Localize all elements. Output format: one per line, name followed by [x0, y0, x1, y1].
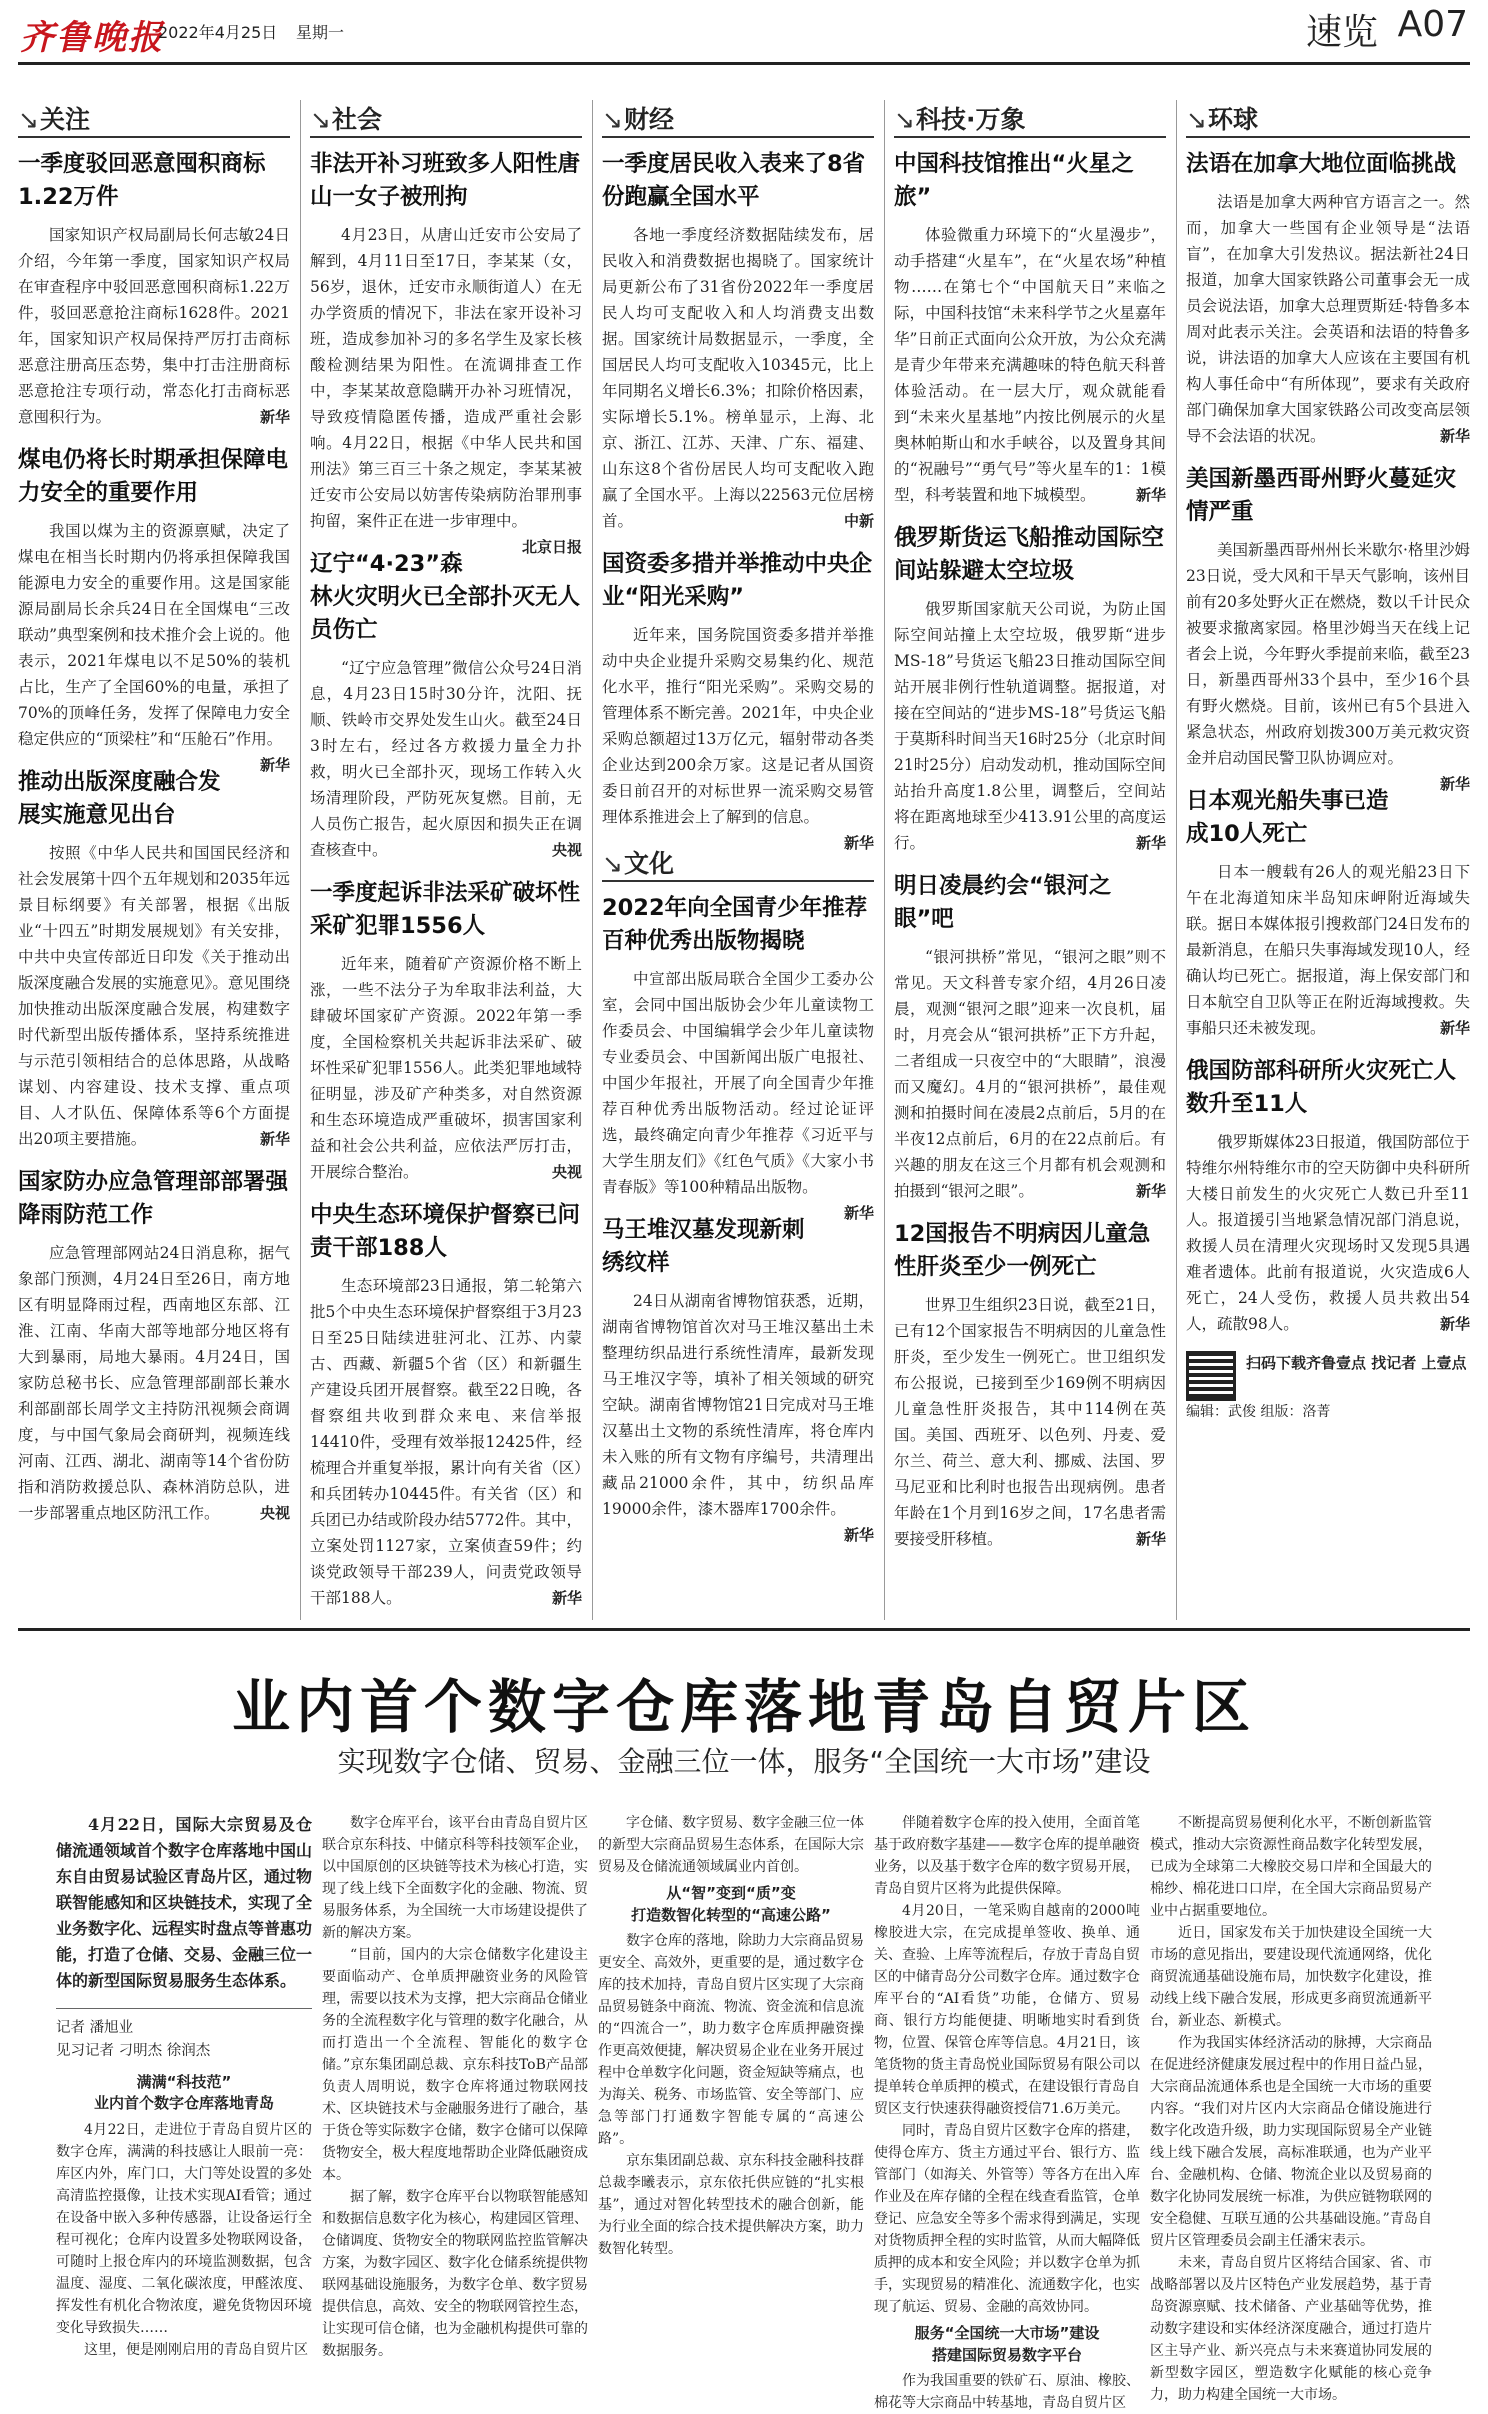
article-title: 一季度居民收入表来了8省份跑赢全国水平	[602, 151, 866, 210]
reporter-byline: 记者 潘旭业 见习记者 刁明杰 徐润杰	[56, 2008, 312, 2063]
article-title: 12国报告不明病因儿童急性肝炎至少一例死亡	[894, 1221, 1151, 1280]
sidebar-body: 4月22日，走进位于青岛自贸片区的数字仓库，满满的科技感让人眼前一亮：库区内外，库门口，大门等处设置的多处高清监控摄像，让技术实现AI看管；通过在设备中嵌入多种传感器，让设备运行全程可视化；仓库内设置多处物联网设备，可随时上报仓库内的环境监测数据，包含温度、湿度、二氧化碳浓度，甲醛浓度、挥发性有机化合物浓度，避免货物因环境变化导致损失……	[56, 2122, 312, 2336]
article-title: 俄罗斯货运飞船推动国际空间站躲避太空垃圾	[894, 525, 1165, 584]
feature-paragraph: “目前，国内的大宗仓储数字化建设主要面临动产、仓单质押融资业务的风险管理，需要以技术为支撑，把大宗商品仓储业务的全流程数字化与管理的数字化融合，从而打造出一个全流程、智能化的数字仓储。”京东集团副总裁、京东科技ToB产品部负责人周明说，数字仓库将通过物联网技术、区块链技术与金融服务进行了融合，基于货仓等实际数字仓储，数字仓储可以保障货物安全，极大程度地帮助企业降低融资成本。	[322, 1947, 588, 2183]
article-source: 新华	[259, 1130, 290, 1148]
arrow-icon: ↘	[602, 105, 623, 134]
article-body: 中宣部出版局联合全国少工委办公室，会同中国出版协会少年儿童读物工作委员会、中国编辑学会少年儿童读物专业委员会、中国新闻出版广电报社、中国少年报社，开展了向全国青少年推荐百种优秀出版物活动。经过论证评选，最终确定向青少年推荐《习近平与大学生朋友们》《红色气质》《大家小书青春版》等100种精品出版物。 新华	[602, 966, 874, 1200]
article	[602, 892, 874, 1222]
feature-column-1	[56, 1812, 312, 2372]
feature-paragraph: 作为我国重要的铁矿石、原油、橡胶、棉花等大宗商品中转基地，青岛自贸片区	[874, 2373, 1140, 2411]
article-source: 新华	[843, 834, 874, 852]
feature-column-2	[322, 1812, 588, 2372]
article-source: 新华	[1439, 427, 1470, 445]
article-body: 体验微重力环境下的“火星漫步”，动手搭建“火星车”，在“火星农场”种植物……在第七个“中国航天日”来临之际，中国科技馆“未来科学节之火星嘉年华”日前正式面向公众开放，为公众充满是青少年带来充满趣味的特色航天科普体验活动。在一层大厅，观众就能看到“未来火星基地”内按比例展示的火星奥林帕斯山和水手峡谷，以及置身其间的“祝融号”“勇气号”等火星车的1：1模型，科考装置和地下城模型。 新华	[894, 222, 1166, 508]
article-body: 各地一季度经济数据陆续发布，居民收入和消费数据也揭晓了。国家统计局更新公布了31省份2022年一季度居民人均可支配收入和人均消费支出数据。国家统计局数据显示，一季度，全国居民人均可支配收入10345元，比上年同期名义增长6.3%；扣除价格因素，实际增长5.1%。榜单显示，上海、北京、浙江、江苏、天津、广东、福建、山东这8个省份居民人均可支配收入跑赢了全国水平。上海以22563元位居榜首。 中新	[602, 222, 874, 534]
feature-headline: 业内首个数字仓库落地青岛自贸片区	[231, 1673, 1256, 1741]
article-title: 国家防办应急管理部部署强降雨防范工作	[18, 1169, 289, 1228]
article	[1186, 148, 1470, 449]
section-header: ↘文化	[602, 844, 874, 882]
column-divider	[592, 100, 593, 1620]
sidebar-kicker: 满满“科技范”	[136, 2073, 232, 2091]
column-divider	[1176, 100, 1177, 1620]
article-body: 俄罗斯媒体23日报道，俄国防部位于特维尔州特维尔市的空天防御中央科研所大楼日前发生的火灾死亡人数已升至11人。报道援引当地紧急情况部门消息说，救援人员在清理火灾现场时又发现5具遇难者遗体。此前有报道说，火灾造成6人死亡，24人受伤，救援人员共救出54人，疏散98人。 新华	[1186, 1129, 1470, 1337]
article	[1186, 785, 1470, 1041]
article	[1186, 1055, 1470, 1337]
article-source: 新华	[1439, 1315, 1470, 1333]
arrow-icon: ↘	[18, 105, 39, 134]
article	[310, 148, 582, 556]
article-source: 新华	[259, 756, 290, 774]
column-divider	[300, 100, 301, 1620]
feature-paragraph: 近日，国家发布关于加快建设全国统一大市场的意见指出，要建设现代流通网络，优化商贸流通基础设施布局，加快数字化建设，推动线上线下融合发展，形成更多商贸流通新平台，新业态、新模式。	[1150, 1925, 1432, 2029]
issue-date: 2022年4月25日	[158, 23, 278, 42]
article-title: 辽宁“4·23”森林火灾明火已全部扑灭无人员伤亡	[310, 551, 581, 643]
article-title: 日本观光船失事已造成10人死亡	[1186, 788, 1389, 847]
article	[894, 870, 1166, 1204]
article-source: 新华	[1135, 1182, 1166, 1200]
section-header: ↘关注	[18, 100, 290, 138]
section-header: ↘社会	[310, 100, 582, 138]
qr-block[interactable]	[1186, 1351, 1470, 1375]
article-body: “辽宁应急管理”微信公众号24日消息，4月23日15时30分许，沈阳、抚顺、铁岭市交界处发生山火。截至24日3时左右，经过各方救援力量全力扑救，明火已全部扑灭，现场工作转入火场清理阶段，严防死灰复燃。目前，无人员伤亡报告，起火原因和损失正在调查核查中。 央视	[310, 655, 582, 863]
article-title: 国资委多措并举推动中央企业“阳光采购”	[602, 551, 873, 610]
sidebar-title: 业内首个数字仓库落地青岛	[93, 2094, 274, 2112]
article-body: 应急管理部网站24日消息称，据气象部门预测，4月24日至26日，南方地区有明显降雨过程，西南地区东部、江淮、江南、华南大部等地部分地区将有大到暴雨，局地大暴雨。4月24日，国家防总秘书长、应急管理部副部长兼水利部副部长周学文主持防汛视频会商调度，与中国气象局会商研判，视频连线河南、江西、湖北、湖南等14个省份防指和消防救援总队、森林消防总队，进一步部署重点地区防汛工作。 央视	[18, 1240, 290, 1526]
feature-paragraph: 京东集团副总裁、京东科技金融科技群总裁李曦表示，京东依托供应链的“扎实根基”，通过对智化转型技术的融合创新，能为行业全面的综合技术提供解决方案，助力数智化转型。	[598, 2153, 864, 2257]
arrow-icon: ↘	[894, 105, 915, 134]
feature-paragraph: 数字仓库平台，该平台由青岛自贸片区联合京东科技、中储京科等科技领军企业，以中国原创的区块链等技术为核心打造，实现了线上线下全面数字化的金融、物流、贸易服务体系，为全国统一大市场建设提供了新的解决方案。	[322, 1815, 588, 1941]
article-title: 马王堆汉墓发现新刺绣纹样	[602, 1217, 805, 1276]
article	[18, 444, 290, 774]
article-source: 新华	[843, 1204, 874, 1222]
column-divider	[884, 100, 885, 1620]
article-body: 近年来，国务院国资委多措并举推动中央企业提升采购交易集约化、规范化水平，推行“阳光采购”。采购交易的管理体系不断完善。2021年，中央企业采购总额超过13万亿元，辐射带动各类企业达到200余万家。这是记者从国资委日前召开的对标世界一流采购交易管理体系推进会上了解到的信息。 新华	[602, 622, 874, 830]
article-source: 央视	[259, 1504, 290, 1522]
column-tech	[894, 100, 1166, 1620]
article-source: 新华	[551, 1589, 582, 1607]
qr-code-icon[interactable]	[1186, 1351, 1236, 1401]
qr-caption: 扫码下载齐鲁壹点 找记者 上壹点	[1246, 1354, 1467, 1372]
sidebar-box	[56, 2071, 312, 2361]
article-title: 煤电仍将长时期承担保障电力安全的重要作用	[18, 447, 289, 506]
article	[310, 548, 582, 863]
feature-paragraph: 4月20日，一笔采购自越南的2000吨橡胶进大宗，在完成提单签收、换单、通关、查验、上库等流程后，存放于青岛自贸区的中储青岛分公司数字仓库。通过数字仓库平台的“AI看货”功能，仓储方、贸易商、银行方均能便捷、明晰地实时看到货物，位置、保管仓库等信息。4月21日，该笔货物的货主青岛悦业国际贸易有限公司以提单转仓单质押的模式，在建设银行青岛自贸区支行快速获得融资授信71.6万美元。	[874, 1903, 1140, 2117]
article	[602, 548, 874, 852]
article	[894, 148, 1166, 508]
article-title: 中国科技馆推出“火星之旅”	[894, 151, 1134, 210]
arrow-icon: ↘	[310, 105, 331, 134]
feature-subtitle: 从“智”变到“质”变 打造数智化转型的“高速公路”	[631, 1884, 831, 1924]
newspaper-logo: 齐鲁晚报	[20, 18, 164, 58]
article-source: 新华	[1439, 775, 1470, 793]
masthead	[18, 0, 1470, 65]
feature-paragraph: 未来，青岛自贸片区将结合国家、省、市战略部署以及片区特色产业发展趋势，基于青岛资源禀赋、技术储备、产业基础等优势，推动数字建设和实体经济深度融合，通过打造片区主导产业、新兴亮点与未来赛道协同发展的新型数字园区，塑造数字化赋能的核心竞争力，助力构建全国统一大市场。	[1150, 2255, 1432, 2403]
article-source: 新华	[1135, 1530, 1166, 1548]
article-title: 一季度起诉非法采矿破坏性采矿犯罪1556人	[310, 880, 581, 939]
article-source: 北京日报	[521, 538, 582, 556]
feature-subtitle: 服务“全国统一大市场”建设 搭建国际贸易数字平台	[914, 2324, 1100, 2364]
article-title: 一季度驳回恶意囤积商标1.22万件	[18, 151, 266, 210]
article-source: 新华	[1135, 486, 1166, 504]
sidebar-body-continued: 这里，便是刚刚启用的青岛自贸片区	[84, 2342, 308, 2358]
article-body: 俄罗斯国家航天公司说，为防止国际空间站撞上太空垃圾，俄罗斯“进步MS-18”号货运飞船23日推动国际空间站开展非例行性轨道调整。据报道，对接在空间站的“进步MS-18”号货运飞船于莫斯科时间当天16时25分（北京时间21时25分）启动发动机，推动国际空间站抬升高度1.8公里，调整后，空间站将在距离地球至少413.91公里的高度运行。 新华	[894, 596, 1166, 856]
article	[18, 766, 290, 1152]
article	[18, 1166, 290, 1526]
article-body: 世界卫生组织23日说，截至21日，已有12个国家报告不明病因的儿童急性肝炎，至少发生一例死亡。世卫组织发布公报说，已接到至少169例不明病因儿童急性肝炎报告，其中114例在英国。美国、西班牙、以色列、丹麦、爱尔兰、荷兰、意大利、挪威、法国、罗马尼亚和比利时也报告出现病例。患者年龄在1个月到16岁之间，17名患者需要接受肝移植。 新华	[894, 1292, 1166, 1552]
feature-paragraph: 字仓储、数字贸易、数字金融三位一体的新型大宗商品贸易生态体系，在国际大宗贸易及仓储流通领域属业内首创。	[598, 1815, 864, 1875]
article	[894, 1218, 1166, 1552]
issue-weekday: 星期一	[296, 23, 345, 42]
article	[1186, 463, 1470, 793]
article-source: 央视	[551, 841, 582, 859]
article-source: 新华	[1135, 834, 1166, 852]
feature-paragraph: 数字仓库的落地，除助力大宗商品贸易更安全、高效外，更重要的是，通过数字仓库的技术加持，青岛自贸片区实现了大宗商品贸易链条中商流、物流、资金流和信息流的“四流合一”，助力数字仓库质押融资操作更高效便捷，解决贸易企业在业务开展过程中仓单数字化问题，资金短缺等痛点，也为海关、税务、市场监管、安全等部门、应急等部门打通数字智能专属的“高速公路”。	[598, 1933, 864, 2147]
article-title: 法语在加拿大地位面临挑战	[1186, 151, 1457, 177]
article-source: 新华	[259, 408, 290, 426]
article	[602, 148, 874, 534]
article-body: 近年来，随着矿产资源价格不断上涨，一些不法分子为牟取非法利益，大肆破坏国家矿产资源。2022年第一季度，全国检察机关共起诉非法采矿、破坏性采矿犯罪1556人。此类犯罪地域特征明显，涉及矿产种类多，对自然资源和生态环境造成严重破坏，损害国家利益和社会公共利益，应依法严厉打击，开展综合整治。 央视	[310, 951, 582, 1185]
article-body: “银河拱桥”常见，“银河之眼”则不常见。天文科普专家介绍，4月26日凌晨，观测“银河之眼”迎来一次良机，届时，月亮会从“银河拱桥”正下方升起，二者组成一只夜空中的“大眼睛”，浪漫而又魔幻。4月的“银河拱桥”，最佳观测和拍摄时间在凌晨2点前后，5月的在半夜12点前后，6月的在22点前后。有兴趣的朋友在这三个月都有机会观测和拍摄到“银河之眼”。 新华	[894, 944, 1166, 1204]
article-title: 非法开补习班致多人阳性唐山一女子被刑拘	[310, 151, 581, 210]
section-header: ↘科技·万象	[894, 100, 1166, 138]
arrow-icon: ↘	[602, 849, 623, 878]
article	[602, 1214, 874, 1544]
article-body: 国家知识产权局副局长何志敏24日介绍，今年第一季度，国家知识产权局在审查程序中驳回恶意囤积商标1.22万件，驳回恶意抢注商标1628件。2021年，国家知识产权局保持严厉打击商标恶意注册高压态势，集中打击注册商标恶意抢注专项行动，常态化打击商标恶意囤积行为。 新华	[18, 222, 290, 430]
article-body: 法语是加拿大两种官方语言之一。然而，加拿大一些国有企业领导是“法语盲”，在加拿大引发热议。据法新社24日报道，加拿大国家铁路公司董事会无一成员会说法语，加拿大总理贾斯廷·特鲁多本周对此表示关注。会英语和法语的特鲁多说，讲法语的加拿大人应该在主要国有机构人事任命中“有所体现”，要求有关政府部门确保加拿大国家铁路公司改变高层领导不会法语的状况。 新华	[1186, 189, 1470, 449]
article-source: 新华	[1439, 1019, 1470, 1037]
column-world	[1186, 100, 1470, 1620]
article-body: 我国以煤为主的资源禀赋，决定了煤电在相当长时期内仍将承担保障我国能源电力安全的重要作用。这是国家能源局副局长余兵24日在全国煤电“三改联动”典型案例和技术推介会上说的。他表示，2021年煤电以不足50%的装机占比，生产了全国60%的电量，承担了70%的顶峰任务，发挥了保障电力安全稳定供应的“顶梁柱”和“压舱石”作用。 新华	[18, 518, 290, 752]
article	[310, 877, 582, 1185]
editor-credit: 编辑：武俊 组版：洛菁	[1186, 1404, 1331, 1420]
page-section: 速览	[1305, 12, 1378, 53]
article-body: 生态环境部23日通报，第二轮第六批5个中央生态环境保护督察组于3月23日至25日陆续进驻河北、江苏、内蒙古、西藏、新疆5个省（区）和新疆生产建设兵团开展督察。截至22日晚，各督察组共收到群众来电、来信举报14410件，受理有效举报12425件，经梳理合并重复举报，累计向有关省（区）和兵团转办10445件。有关省（区）和兵团已办结或阶段办结5772件。其中，立案处罚1127家，立案侦查59件；约谈党政领导干部239人，问责党政领导干部188人。 新华	[310, 1273, 582, 1611]
feature-paragraph: 不断提高贸易便利化水平，不断创新监管模式，推动大宗资源性商品数字化转型发展，已成为全球第二大橡胶交易口岸和全国最大的棉纱、棉花进口口岸，在全国大宗商品贸易产业中占据重要地位。	[1150, 1815, 1432, 1919]
section-header: ↘财经	[602, 100, 874, 138]
feature-paragraph: 据了解，数字仓库平台以物联智能感知和数据信息数字化为核心，构建园区管理、仓储调度、货物安全的物联网监控监管解决方案，为数字园区、数字化仓储系统提供物联网基础设施服务，为数字仓单、数字贸易提供信息，高效、安全的物联网管控生态，让实现可信仓储，也为金融机构提供可靠的数据服务。	[322, 2189, 588, 2359]
feature-column-5	[1150, 1812, 1432, 2403]
feature-column-4	[874, 1812, 1140, 2411]
arrow-icon: ↘	[1186, 105, 1207, 134]
article-title: 美国新墨西哥州野火蔓延灾情严重	[1186, 466, 1457, 525]
feature-subheadline: 实现数字仓储、贸易、金融三位一体，服务“全国统一大市场”建设	[337, 1745, 1151, 1778]
article	[18, 148, 290, 430]
feature-paragraph: 伴随着数字仓库的投入使用，全面首笔基于政府数字基建——数字仓库的提单融资业务，以及基于数字仓库的数字贸易开展，青岛自贸片区将为此提供保障。	[874, 1815, 1140, 1897]
article-title: 中央生态环境保护督察已问责干部188人	[310, 1202, 581, 1261]
feature-lead: 4月22日，国际大宗贸易及仓储流通领域首个数字仓库落地中国山东自由贸易试验区青岛片区，通过物联智能感知和区块链技术，实现了全业务数字化、远程实时盘点等普惠功能，打造了仓储、交易、金融三位一体的新型国际贸易服务生态体系。	[56, 1815, 313, 1990]
article-title: 俄国防部科研所火灾死亡人数升至11人	[1186, 1058, 1457, 1117]
article-source: 新华	[843, 1526, 874, 1544]
page-number: A07	[1397, 4, 1468, 45]
article-title: 明日凌晨约会“银河之眼”吧	[894, 873, 1112, 932]
feature-column-3	[598, 1812, 864, 2372]
article-body: 按照《中华人民共和国国民经济和社会发展第十四个五年规划和2035年远景目标纲要》有关部署，根据《出版业“十四五”时期发展规划》有关安排，中共中央宣传部近日印发《关于推动出版深度融合发展的实施意见》。意见围绕加快推动出版深度融合发展，构建数字时代新型出版传播体系，坚持系统推进与示范引领相结合的总体思路，从战略谋划、内容建设、技术支撑、重点项目、人才队伍、保障体系等6个方面提出20项主要措施。 新华	[18, 840, 290, 1152]
article	[310, 1199, 582, 1611]
column-finance	[602, 100, 874, 1620]
column-society	[310, 100, 582, 1620]
feature-paragraph: 同时，青岛自贸片区数字仓库的搭建，使得仓库方、货主方通过平台、银行方、监管部门（如海关、外管等）等各方在出入库作业及在库存储的全程在线查看监管，仓单登记、应急安全等多个需求得到满足，实现对货物质押全程的实时监管，从而大幅降低质押的成本和安全风险；并以数字仓单为抓手，实现贸易的精准化、流通数字化，也实现了航运、贸易、金融的高效协同。	[874, 2123, 1140, 2315]
article-title: 推动出版深度融合发展实施意见出台	[18, 769, 221, 828]
article-body: 美国新墨西哥州州长米歇尔·格里沙姆23日说，受大风和干旱天气影响，该州目前有20多处野火正在燃烧，数以千计民众被要求撤离家园。格里沙姆当天在线上记者会上说，今年野火季提前来临，截至23日，新墨西哥州33个县中，至少16个县有野火燃烧。目前，该州已有5个县进入紧急状态，州政府划拨300万美元救灾资金并启动国民警卫队协调应对。 新华	[1186, 537, 1470, 771]
article-body: 4月23日，从唐山迁安市公安局了解到，4月11日至17日，李某某（女，56岁，退休，迁安市永顺街道人）在无办学资质的情况下，非法在家开设补习班，造成参加补习的多名学生及家长核酸检测结果为阳性。在流调排查工作中，李某某故意隐瞒开办补习班情况，导致疫情隐匿传播，造成严重社会影响。4月22日，根据《中华人民共和国刑法》第三百三十条之规定，李某某被迁安市公安局以妨害传染病防治罪刑事拘留，案件正在进一步审理中。 北京日报	[310, 222, 582, 534]
article-body: 24日从湖南省博物馆获悉，近期，湖南省博物馆首次对马王堆汉墓出土未整理纺织品进行系统性清库，最新发现马王堆汉字等，填补了相关领域的研究空缺。湖南省博物馆21日完成对马王堆汉墓出土文物的系统性清库，将仓库内未入账的所有文物有序编号，共清理出藏品21000余件，其中，纺织品库19000余件，漆木器库1700余件。 新华	[602, 1288, 874, 1522]
article-source: 央视	[551, 1163, 582, 1181]
feature-divider	[18, 1628, 1470, 1631]
article-body: 日本一艘载有26人的观光船23日下午在北海道知床半岛知床岬附近海域失联。据日本媒体报引搜救部门24日发布的最新消息，在船只失事海域发现10人，经确认均已死亡。据报道，海上保安部门和日本航空自卫队等正在附近海域搜救。失事船只还未被发现。 新华	[1186, 859, 1470, 1041]
feature-paragraph: 作为我国实体经济活动的脉搏，大宗商品在促进经济健康发展过程中的作用日益凸显，大宗商品流通体系也是全国统一大市场的重要内容。“我们对片区内大宗商品仓储设施进行数字化改造升级，助力实现国际贸易全产业链线上线下融合发展，高标准联通，也为产业平台、金融机构、仓储、物流企业以及贸易商的数字化协同发展统一标准，为供应链物联网的安全稳健、互联互通的公共基础设施。”青岛自贸片区管理委员会副主任潘宋表示。	[1150, 2035, 1432, 2249]
column-focus	[18, 100, 290, 1620]
article-title: 2022年向全国青少年推荐百种优秀出版物揭晓	[602, 895, 868, 954]
section-header: ↘环球	[1186, 100, 1470, 138]
article-source: 中新	[843, 512, 874, 530]
article	[894, 522, 1166, 856]
